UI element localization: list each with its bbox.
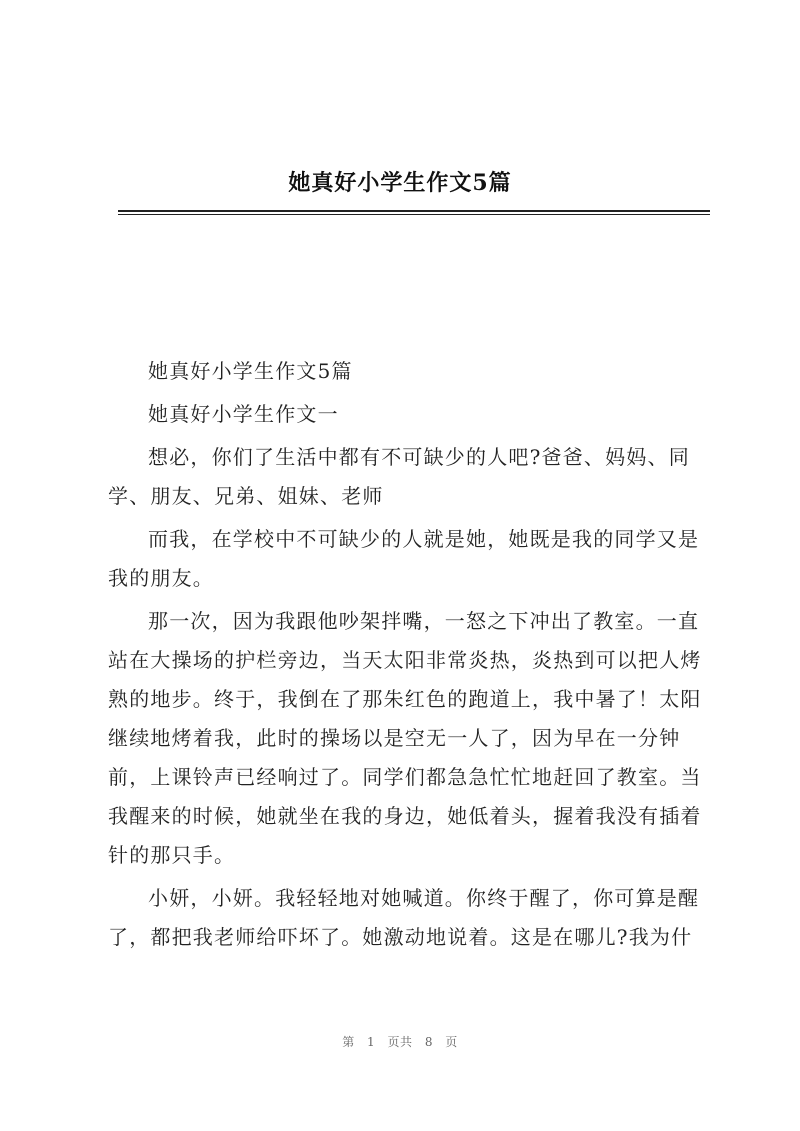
document-title: 她真好小学生作文5篇 [288, 170, 512, 196]
paragraph: 而我，在学校中不可缺少的人就是她，她既是我的同学又是我的朋友。 [108, 527, 700, 590]
paragraph: 想必，你们了生活中都有不可缺少的人吧?爸爸、妈妈、同学、朋友、兄弟、姐妹、老师 [108, 445, 690, 508]
paragraph-heading: 她真好小学生作文5篇 [148, 359, 353, 383]
title-divider-thin [118, 214, 710, 215]
paragraph: 那一次，因为我跟他吵架拌嘴，一怒之下冲出了教室。一直站在大操场的护栏旁边，当天太阳非常炎热，炎热到可以把人烤熟的地步。终于，我倒在了那朱红色的跑道上，我中暑了！太阳继续地烤着我，此时的操场以是空无一人了，因为早在一分钟前，上课铃声已经响过了。同学们都急急忙忙地赶回了教室。当我醒来的时候，她就坐在我的身边，她低着头，握着我没有插着针的那只手。 [108, 609, 702, 867]
title-divider [118, 210, 710, 212]
paragraph: 小妍，小妍。我轻轻地对她喊道。你终于醒了，你可算是醒了，都把我老师给吓坏了。她激动地说着。这是在哪儿?我为什 [108, 886, 700, 949]
page-number-footer: 第 1 页共 8 页 [342, 1035, 458, 1049]
document-body [108, 352, 708, 961]
paragraph-subheading: 她真好小学生作文一 [148, 402, 339, 426]
